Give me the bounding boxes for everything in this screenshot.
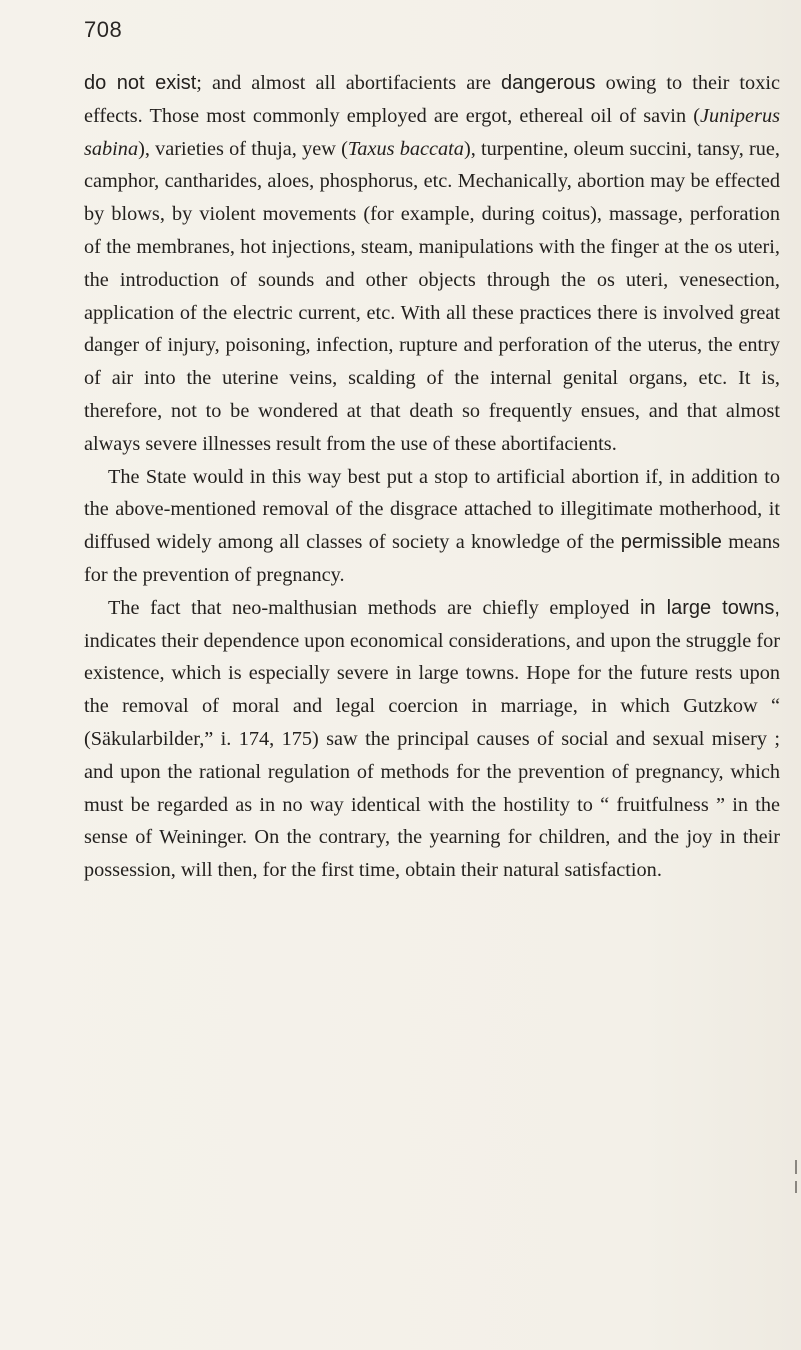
edge-mark [795, 1181, 797, 1193]
emphasized-text: dangerous [501, 72, 596, 94]
text-run: indicates their dependence upon economical considerations, and upon the struggle for existence, which is especially severe in large towns. Hope for the future rests upon the removal of moral and legal coercion in marriage, in which Gutzkow “ (Säkularbilder,” i. 174, 175) saw the principal causes of social and sexual misery ; and upon the rational regulation of methods for the prevention of pregnancy, which must be regarded as in no way identical with the hostility to “ fruitfulness ” in the sense of Weininger. On the contrary, the yearning for children, and the joy in their possession, will then, for the first time, obtain their natural satisfaction. [84, 629, 780, 882]
emphasized-text: in large towns, [639, 596, 780, 619]
body-text [84, 67, 780, 887]
page-number: 708 [84, 17, 123, 42]
text-run: ; and almost all abortifacients are [196, 72, 502, 94]
text-run: The fact that neo-malthusian methods are chiefly employed [108, 596, 640, 619]
paragraph [84, 67, 780, 461]
text-run: ), turpentine, oleum succini, tansy, rue, camphor, cantharides, aloes, phosphorus, etc. Mechanically, abortion may be effected by blows, by violent movements (for example, during coitus), massage, perforation of the membranes, hot injections, steam, manipulations with the finger at the os uteri, the introduction of sounds and other objects through the os uteri, venesection, application of the electric current, etc. With all these practices there is involved great danger of injury, poisoning, infection, rupture and perforation of the uterus, the entry of air into the uterine veins, scalding of the internal genital organs, etc. It is, therefore, not to be wondered at that death so frequently ensues, and that almost always severe illnesses result from the use of these abortifacients. [84, 137, 781, 455]
emphasized-text: permissible [620, 531, 722, 554]
text-run: means for the prevention of pregnancy. [84, 531, 780, 586]
emphasized-text: do not exist [84, 72, 197, 94]
italic-text: Taxus baccata [347, 137, 464, 160]
italic-text: Juniperus sabina [84, 104, 780, 160]
edge-mark [795, 1160, 797, 1174]
text-run: owing to their toxic effects. Those most commonly employed are ergot, ethereal oil of savin ( [84, 72, 780, 127]
text-run: ), varieties of thuja, yew ( [138, 137, 348, 160]
paragraph [84, 592, 780, 887]
text-run: The State would in this way best put a stop to artificial abortion if, in addition to the above-mentioned removal of the disgrace attached to illegitimate motherhood, it diffused widely among all classes of society a knowledge of the [84, 465, 780, 554]
paragraph [84, 461, 780, 592]
